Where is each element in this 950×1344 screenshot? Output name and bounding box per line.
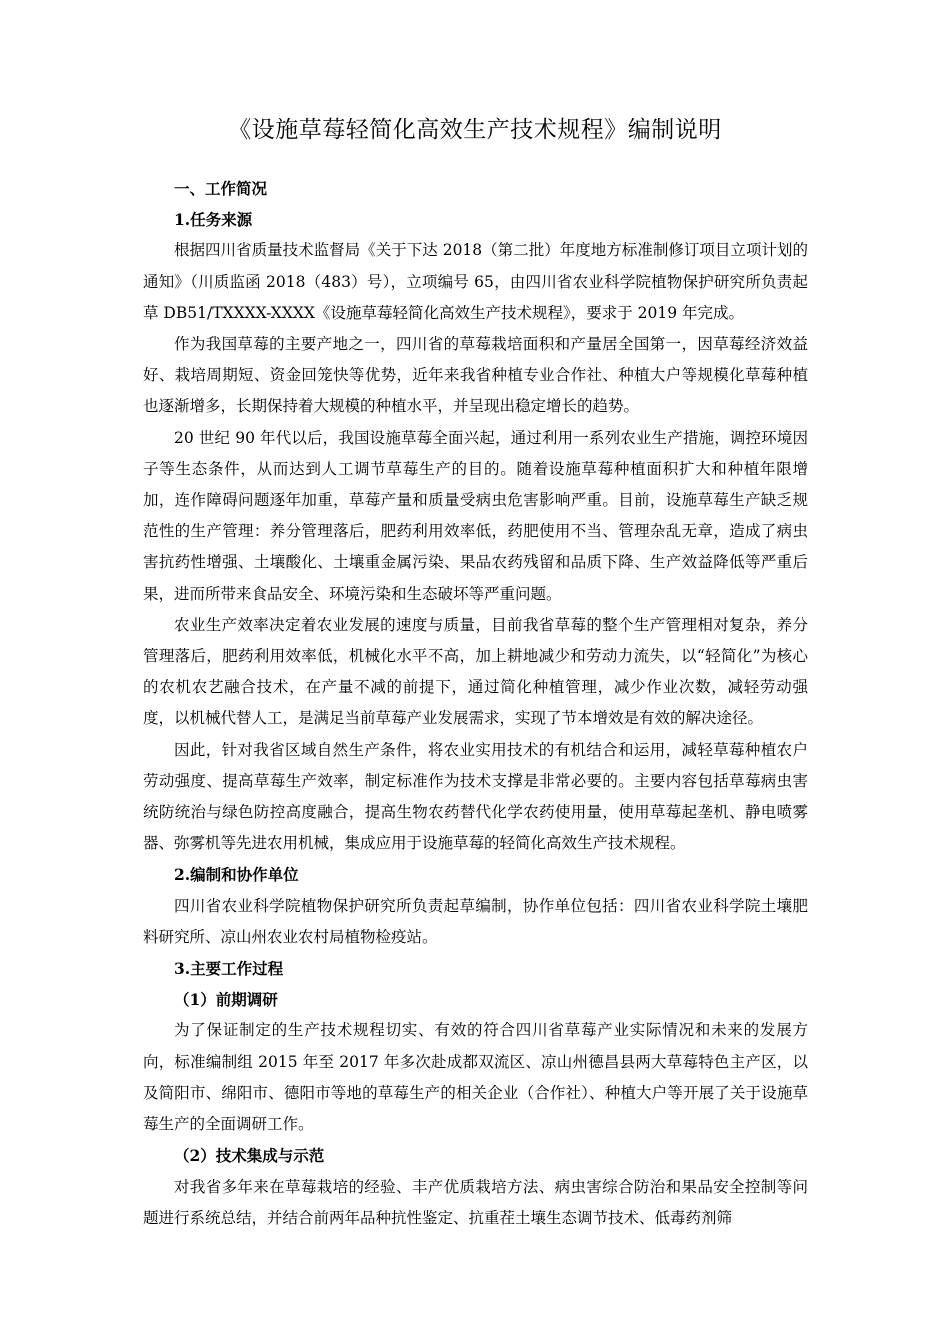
section-heading-work-overview: 一、工作简况 bbox=[174, 179, 268, 198]
paragraph-technology-integration: 对我省多年来在草莓栽培的经验、丰产优质栽培方法、病虫害综合防治和果品安全控制等问题进行系统总结，并结合前两年品种抗性鉴定、抗重茬土壤生态调节技术、低毒药剂筛 bbox=[143, 1177, 808, 1227]
subheading-preliminary-survey: （1）前期调研 bbox=[174, 990, 278, 1010]
document-body bbox=[143, 173, 808, 1234]
paragraph-facility-strawberry-history: 20 世纪 90 年代以后，我国设施草莓全面兴起，通过利用一系列农业生产措施，调控环境因子等生态条件，从而达到人工调节草莓生产的目的。随着设施草莓种植面积扩大和种植年限增加，连作障碍问题逐年加重，草莓产量和质量受病虫危害影响严重。目前，设施草莓生产缺乏规范性的生产管理：养分管理落后，肥药利用效率低，药肥使用不当、管理杂乱无章，造成了病虫害抗药性增强、土壤酸化、土壤重金属污染、果品农药残留和品质下降、生产效益降低等严重后果，进而所带来食品安全、环境污染和生态破坏等严重问题。 bbox=[143, 428, 808, 603]
subheading-technology-integration: （2）技术集成与示范 bbox=[174, 1146, 325, 1166]
section-heading-work-process: 3.主要工作过程 bbox=[174, 959, 284, 979]
paragraph-necessity: 因此，针对我省区域自然生产条件，将农业实用技术的有机结合和运用，减轻草莓种植农户劳动强度、提高草莓生产效率，制定标准作为技术支撑是非常必要的。主要内容包括草莓病虫害统防统治与绿色防控高度融合，提高生物农药替代化学农药使用量，使用草莓起垄机、静电喷雾器、弥雾机等先进农用机械，集成应用于设施草莓的轻简化高效生产技术规程。 bbox=[143, 740, 808, 853]
paragraph-task-source: 根据四川省质量技术监督局《关于下达 2018（第二批）年度地方标准制修订项目立项计划的通知》（川质监函 2018（483）号），立项编号 65，由四川省农业科学院植物保护研究所负责起草 DB51/TXXXX-XXXX《设施草莓轻简化高效生产技术规程》，要求于 2019 年完成。 bbox=[143, 241, 808, 322]
section-heading-task-source: 1.任务来源 bbox=[174, 210, 253, 230]
paragraph-drafting-units: 四川省农业科学院植物保护研究所负责起草编制，协作单位包括：四川省农业科学院土壤肥料研究所、凉山州农业农村局植物检疫站。 bbox=[143, 896, 808, 946]
paragraph-sichuan-production: 作为我国草莓的主要产地之一，四川省的草莓栽培面积和产量居全国第一，因草莓经济效益好、栽培周期短、资金回笼快等优势，近年来我省种植专业合作社、种植大户等规模化草莓种植也逐渐增多，长期保持着大规模的种植水平，并呈现出稳定增长的趋势。 bbox=[143, 335, 808, 416]
paragraph-production-efficiency: 农业生产效率决定着农业发展的速度与质量，目前我省草莓的整个生产管理相对复杂，养分管理落后，肥药利用效率低，机械化水平不高，加上耕地减少和劳动力流失，以“轻简化”为核心的农机农艺融合技术，在产量不减的前提下，通过简化种植管理，减少作业次数，减轻劳动强度，以机械代替人工，是满足当前草莓产业发展需求，实现了节本增效是有效的解决途径。 bbox=[143, 615, 808, 728]
paragraph-preliminary-survey: 为了保证制定的生产技术规程切实、有效的符合四川省草莓产业实际情况和未来的发展方向，标准编制组 2015 年至 2017 年多次赴成都双流区、凉山州德昌县两大草莓特色主产区，以及简阳市、绵阳市、德阳市等地的草莓生产的相关企业（合作社）、种植大户等开展了关于设施草莓生产的全面调研工作。 bbox=[143, 1021, 808, 1134]
document-title: 《设施草莓轻简化高效生产技术规程》编制说明 bbox=[228, 117, 722, 143]
section-heading-drafting-units: 2.编制和协作单位 bbox=[174, 865, 299, 885]
